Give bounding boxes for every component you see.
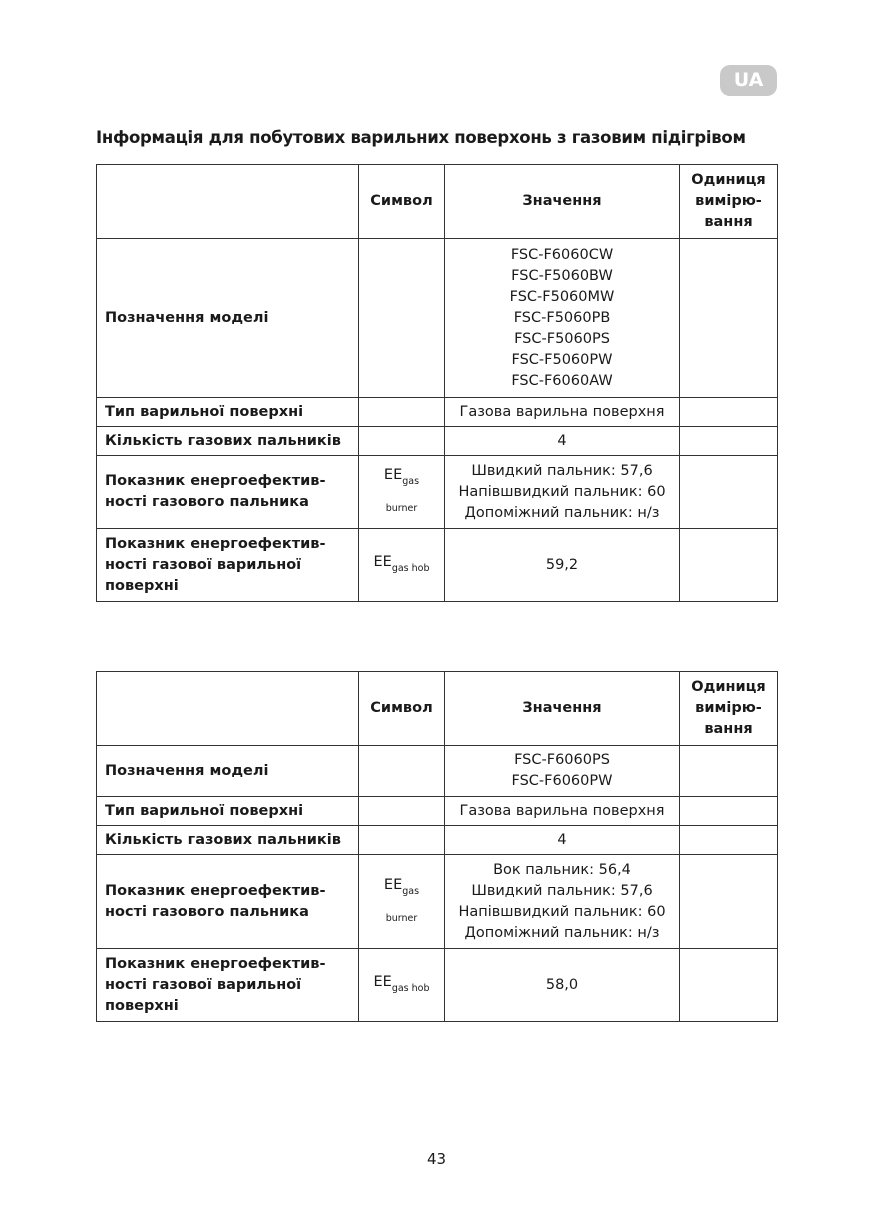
hob-label-line: Показник енергоефектив- [105,955,326,972]
model-label: Позначення моделі [97,746,359,797]
model-unit [680,239,778,398]
symbol-sub: gas burner [385,476,420,514]
burner-value: Допоміжний пальник: н/з [464,924,660,941]
burner-value: Швидкий пальник: 57,6 [471,462,653,479]
burner-label-line: Показник енергоефектив- [105,882,326,899]
table-row-burner-efficiency [97,855,778,949]
model-symbol [359,746,445,797]
table-row-burner-efficiency [97,456,778,529]
type-symbol [359,797,445,826]
model-values [445,746,680,797]
hob-label-line: поверхні [105,997,179,1014]
burner-value: Вок пальник: 56,4 [493,861,631,878]
model-code: FSC-F5060BW [511,267,613,284]
table-row-type [97,797,778,826]
header-value: Значення [445,672,680,746]
count-symbol [359,826,445,855]
hob-efficiency-value: 58,0 [445,949,680,1022]
type-label: Тип варильної поверхні [97,797,359,826]
symbol-main: EE [373,973,392,990]
header-symbol: Символ [359,165,445,239]
burner-efficiency-unit [680,456,778,529]
type-label: Тип варильної поверхні [97,398,359,427]
table-row-model [97,239,778,398]
page-title: Інформація для побутових варильних поверхонь з газовим підігрівом [96,128,746,147]
header-unit-line: вання [704,214,753,230]
hob-label-line: Показник енергоефектив- [105,535,326,552]
type-value: Газова варильна поверхня [445,797,680,826]
energy-table-1 [96,164,778,602]
page-number: 43 [426,1150,447,1168]
burner-value: Напівшвидкий пальник: 60 [458,483,666,500]
burner-label-line: ності газового пальника [105,903,309,920]
count-symbol [359,427,445,456]
model-code: FSC-F6060CW [510,246,614,263]
burner-value: Допоміжний пальник: н/з [464,504,660,521]
hob-efficiency-unit [680,529,778,602]
hob-efficiency-label [97,529,359,602]
type-unit [680,797,778,826]
type-unit [680,398,778,427]
table-header-row [97,672,778,746]
table-row-model [97,746,778,797]
count-label: Кількість газових пальників [97,826,359,855]
symbol-main: EE [383,876,403,893]
header-unit-line: Одиниця [691,679,766,695]
hob-label-line: ності газової варильної [105,976,302,993]
table-row-hob-efficiency [97,949,778,1022]
hob-label-line: поверхні [105,577,179,594]
energy-table-2 [96,671,778,1022]
header-unit [680,672,778,746]
table-row-type [97,398,778,427]
hob-efficiency-symbol [359,529,445,602]
hob-efficiency-symbol [359,949,445,1022]
burner-label-line: Показник енергоефектив- [105,473,326,489]
burner-efficiency-label [97,855,359,949]
type-symbol [359,398,445,427]
burner-label-line: ності газового пальника [105,494,309,510]
header-unit [680,165,778,239]
burner-value: Напівшвидкий пальник: 60 [458,903,666,920]
model-code: FSC-F6060AW [511,372,613,389]
type-value: Газова варильна поверхня [445,398,680,427]
burner-efficiency-unit [680,855,778,949]
header-blank [97,165,359,239]
count-unit [680,826,778,855]
count-unit [680,427,778,456]
symbol-main: EE [383,467,403,483]
hob-label-line: ності газової варильної [105,556,302,573]
count-value: 4 [445,427,680,456]
burner-efficiency-symbol [359,855,445,949]
hob-efficiency-value: 59,2 [445,529,680,602]
count-value: 4 [445,826,680,855]
model-code: FSC-F5060PW [511,351,613,368]
burner-efficiency-values [445,456,680,529]
symbol-sub: gas burner [385,885,420,924]
model-code: FSC-F5060MW [509,288,615,305]
header-unit-line: вимірю- [695,700,762,716]
burner-efficiency-symbol [359,456,445,529]
model-unit [680,746,778,797]
table-row-count [97,427,778,456]
language-badge: UA [720,65,777,96]
model-code: FSC-F6060PS [514,752,610,768]
hob-efficiency-unit [680,949,778,1022]
count-label: Кількість газових пальників [97,427,359,456]
table-header-row [97,165,778,239]
burner-efficiency-values [445,855,680,949]
header-unit-line: вання [704,721,753,737]
burner-value: Швидкий пальник: 57,6 [471,882,653,899]
table-row-count [97,826,778,855]
model-code: FSC-F5060PB [513,309,611,326]
model-code: FSC-F6060PW [511,773,613,789]
model-code: FSC-F5060PS [514,330,610,347]
header-unit-line: вимірю- [695,193,762,209]
hob-efficiency-label [97,949,359,1022]
burner-efficiency-label [97,456,359,529]
table-row-hob-efficiency [97,529,778,602]
model-label: Позначення моделі [97,239,359,398]
symbol-main: EE [373,553,392,570]
symbol-sub: gas hob [391,562,430,574]
model-values [445,239,680,398]
symbol-sub: gas hob [391,982,430,994]
header-unit-line: Одиниця [691,172,766,188]
header-value: Значення [445,165,680,239]
model-symbol [359,239,445,398]
header-blank [97,672,359,746]
header-symbol: Символ [359,672,445,746]
